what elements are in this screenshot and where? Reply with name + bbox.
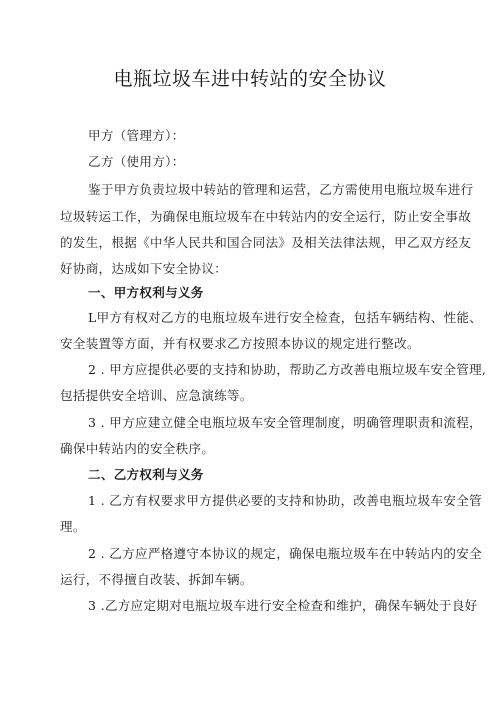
intro-paragraph-line: 好协商，达成如下安全协议： bbox=[60, 261, 228, 276]
clause-line: 1 . 乙方有权要求甲方提供必要的支持和协助，改善电瓶垃圾车安全管 bbox=[88, 493, 482, 508]
clause-line: 3 .乙方应定期对电瓶垃圾车进行安全检查和维护，确保车辆处于良好 bbox=[88, 598, 478, 613]
intro-paragraph-line: 鉴于甲方负责垃圾中转站的管理和运营，乙方需使用电瓶垃圾车进行 bbox=[88, 182, 474, 197]
clause-line: 2 . 乙方应严格遵守本协议的规定，确保电瓶垃圾车在中转站内的安全 bbox=[88, 546, 482, 561]
clause-line: 3 . 甲方应建立健全电瓶垃圾车安全管理制度，明确管理职责和流程， bbox=[88, 415, 482, 430]
section-2-heading: 二、乙方权利与义务 bbox=[88, 467, 204, 482]
clause-line: 运行，不得擅自改装、拆卸车辆。 bbox=[60, 572, 253, 587]
section-1-heading: 一、甲方权利与义务 bbox=[88, 285, 204, 300]
clause-line: 确保中转站内的安全秩序。 bbox=[60, 441, 215, 456]
party-a-label: 甲方（管理方）： bbox=[88, 128, 185, 143]
document-title: 电瓶垃圾车进中转站的安全协议 bbox=[113, 68, 387, 90]
clause-line: L甲方有权对乙方的电瓶垃圾车进行安全检查，包括车辆结构、性能、 bbox=[88, 310, 483, 325]
clause-line: 2 . 甲方应提供必要的支持和协助，帮助乙方改善电瓶垃圾车安全管理, bbox=[88, 362, 487, 377]
clause-line: 理。 bbox=[60, 519, 86, 534]
clause-line: 包括提供安全培训、应急演练等。 bbox=[60, 388, 253, 403]
party-b-label: 乙方（使用方）： bbox=[88, 154, 185, 169]
clause-line: 安全装置等方面，并有权要求乙方按照本协议的规定进行整改。 bbox=[60, 336, 420, 351]
intro-paragraph-line: 垃圾转运工作，为确保电瓶垃圾车在中转站内的安全运行，防止安全事故 bbox=[60, 209, 472, 224]
intro-paragraph-line: 的发生，根据《中华人民共和国合同法》及相关法律法规，甲乙双方经友 bbox=[60, 235, 472, 250]
